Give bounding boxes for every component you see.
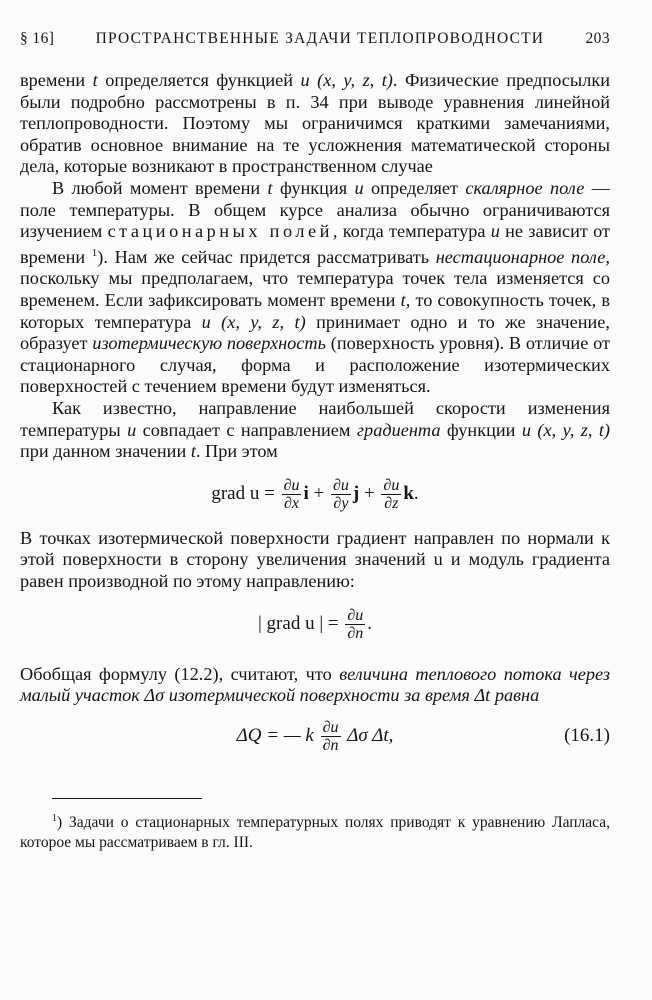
paragraph-2: В любой момент времени t функция u определяет скалярное поле — поле температуры. В общем курсе анализа обычно ограничиваются изучением стационарных полей, когда температура u не зависит от времени $^1$). Нам же сейчас придется рассматривать нестационарное поле, поскольку мы предполагаем, что температура точек тела изменяется со временем. Если зафиксировать момент времени t, то совокупность точек, в которых температура u (x, y, z, t) принимает одно и то же значение, образует изотермическую поверхность (поверхность уровня). В отличие от стационарного случая, форма и расположение изотермических поверхностей с течением времени будут изменяться. xyxy=(20,177,611,397)
fraction-du-dz: $\frac{\partial u}{\partial z}$ xyxy=(383,476,400,512)
running-title: ПРОСТРАНСТВЕННЫЕ ЗАДАЧИ ТЕПЛОПРОВОДНОСТИ xyxy=(95,30,545,47)
fraction-du-dn-2: $\frac{\partial u}{\partial n}$ xyxy=(322,718,339,754)
paragraph-3: Как известно, направление наибольшей скорости изменения температуры u совпадает с направлением градиента функции u (x, y, z, t) при данном значении t. При этом xyxy=(20,398,610,462)
footnote-mark: 1 xyxy=(52,812,57,824)
body-text xyxy=(20,70,610,754)
running-header xyxy=(20,30,610,48)
fraction-du-dx: $\frac{\partial u}{\partial x}$ xyxy=(283,476,300,512)
paragraph-4: В точках изотермической поверхности градиент направлен по нормали к этой поверхности в сторону увеличения значений u и модуль градиента равен производной по этому направлению: xyxy=(20,527,610,591)
equation-16-1: ΔQ = — k $\frac{\partial u}{\partial n}$ Δσ Δt, (16.1) xyxy=(236,718,610,754)
book-page xyxy=(20,30,610,853)
page-number: 203 xyxy=(585,30,610,47)
paragraph-1: времени t определяется функцией u (x, y, z, t). Физические предпосылки были подробно рассмотрены в п. 34 при выводе уравнения линейной теплопроводности. Поэтому мы ограничимся краткими замечаниями, обратив основное внимание на те усложнения математической стороны дела, которые возникают в пространственном случае xyxy=(20,70,610,177)
footnote-text: $^1$) Задачи о стационарных температурных полях приводят к уравнению Лапласа, которое мы рассматриваем в гл. III. xyxy=(20,812,610,851)
fraction-du-dy: $\frac{\partial u}{\partial y}$ xyxy=(332,476,349,512)
footnote-ref: 1 xyxy=(91,246,98,259)
paragraph-5: Обобщая формулу (12.2), считают, что величина теплового потока через малый участок Δσ изотермической поверхности за время Δt равна xyxy=(20,663,610,706)
equation-gradient: grad u = $\frac{\partial u}{\partial x}$ i + $\frac{\partial u}{\partial y}$ j + $\frac{\partial u}{\partial z}$ k. xyxy=(211,476,419,512)
term-nonstationary-field: нестационарное поле xyxy=(435,246,606,267)
section-marker: § 16] xyxy=(20,30,55,47)
fraction-du-dn: $\frac{\partial u}{\partial n}$ xyxy=(347,606,364,642)
term-scalar-field: скалярное поле xyxy=(465,177,585,198)
footnote-separator xyxy=(52,798,202,799)
footnote xyxy=(20,809,610,853)
term-gradient: градиента xyxy=(356,419,441,440)
term-isothermal-surface: изотермическую поверхность xyxy=(92,333,326,354)
equation-gradient-modulus: | grad u | = $\frac{\partial u}{\partial n}$ . xyxy=(258,606,372,642)
equation-number: (16.1) xyxy=(564,725,610,747)
term-stationary-fields: стационарных полей xyxy=(107,221,333,242)
heat-flux-definition: величина теплового потока через малый участок Δσ изотермической поверхности за время Δt равна xyxy=(20,663,610,706)
